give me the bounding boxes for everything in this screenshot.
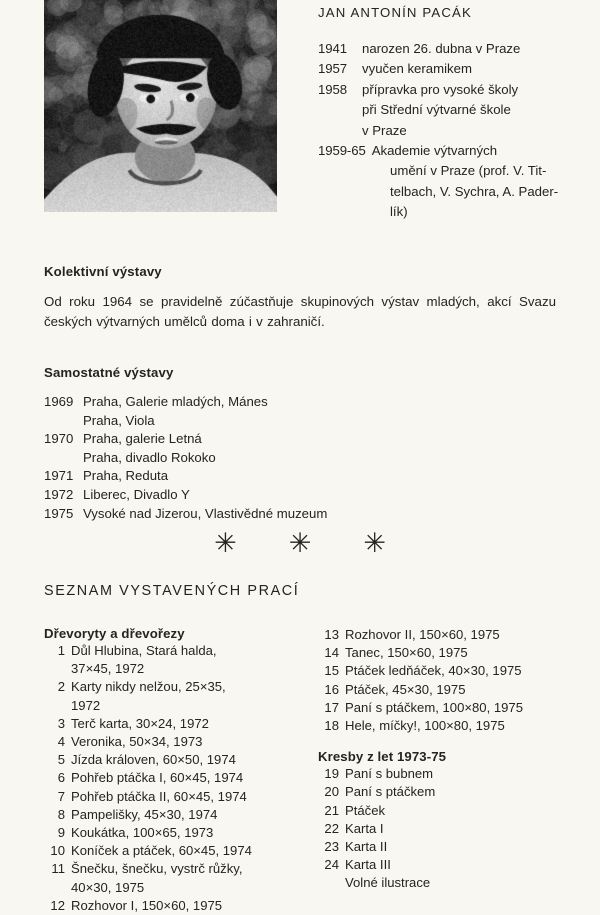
solo-exhibition-year: 1975 xyxy=(44,505,74,521)
work-item-number: 1 xyxy=(57,643,65,658)
solo-exhibition-place: Praha, galerie Letná xyxy=(83,431,202,447)
solo-exhibition-entry xyxy=(44,412,556,431)
work-item xyxy=(44,733,312,751)
biography-list xyxy=(318,39,586,223)
solo-exhibition-place: Praha, Galerie mladých, Mánes xyxy=(83,394,268,409)
collective-exhibitions-section xyxy=(44,264,556,331)
biography-text-continuation: lík) xyxy=(390,204,408,220)
work-item xyxy=(318,626,586,644)
biography-text: přípravka pro vysoké školy xyxy=(362,81,519,97)
work-item-number: 2 xyxy=(57,679,65,695)
work-item-label: Pampelišky, 45×30, 1974 xyxy=(71,806,218,822)
work-item-number: 10 xyxy=(50,843,65,859)
solo-exhibitions-heading: Samostatné výstavy xyxy=(44,365,174,380)
work-item-number: 20 xyxy=(324,784,339,800)
biography-entry xyxy=(318,80,586,100)
work-item xyxy=(44,715,312,733)
work-item xyxy=(44,769,312,787)
work-item-number: 3 xyxy=(57,715,65,731)
work-item-label: Paní s bubnem xyxy=(345,766,434,782)
work-item xyxy=(44,842,312,860)
biography-year: 1959-65 xyxy=(318,143,366,159)
solo-exhibition-year: 1970 xyxy=(44,431,74,447)
work-item xyxy=(44,642,312,660)
work-item xyxy=(318,783,586,801)
work-item-number: 24 xyxy=(324,857,339,873)
woodcuts-list-continued xyxy=(318,626,586,735)
work-item xyxy=(318,765,586,783)
biography-text: vyučen keramikem xyxy=(362,61,472,77)
work-item xyxy=(318,820,586,838)
work-item-number: 14 xyxy=(324,645,339,661)
work-item-label: Pohřeb ptáčka II, 60×45, 1974 xyxy=(71,788,247,804)
work-item-number: 15 xyxy=(324,663,339,679)
biography-text-continuation: telbach, V. Sychra, A. Pader- xyxy=(390,183,559,199)
collective-exhibitions-heading: Kolektivní výstavy xyxy=(44,264,162,279)
woodcuts-list xyxy=(44,642,312,915)
work-item-label: Rozhovor II, 150×60, 1975 xyxy=(345,627,500,642)
work-item xyxy=(318,856,586,874)
work-item-label: Ptáček ledňáček, 40×30, 1975 xyxy=(345,663,522,679)
biography-text: narozen 26. dubna v Praze xyxy=(362,41,521,56)
work-item-label: Tanec, 150×60, 1975 xyxy=(345,645,468,661)
drawings-list xyxy=(318,765,586,874)
work-item xyxy=(44,860,312,878)
solo-exhibition-place: Praha, divadlo Rokoko xyxy=(83,449,216,465)
work-item-label: Hele, míčky!, 100×80, 1975 xyxy=(345,718,505,734)
work-item-number: 6 xyxy=(57,770,65,786)
biography-text-continuation: při Střední výtvarné škole xyxy=(362,102,511,118)
work-item-number: 9 xyxy=(57,825,65,841)
artist-name: JAN ANTONÍN PACÁK xyxy=(318,5,472,20)
work-item-label: Ptáček, 45×30, 1975 xyxy=(345,681,466,697)
asterisk-icon: ✳ xyxy=(288,528,312,558)
work-item-label: Karta II xyxy=(345,839,388,855)
work-item xyxy=(318,802,586,820)
work-item-number: 18 xyxy=(324,718,339,734)
solo-exhibition-year: 1969 xyxy=(44,394,74,409)
biography-year: 1958 xyxy=(318,81,347,97)
solo-exhibition-year xyxy=(44,449,83,468)
solo-exhibition-year xyxy=(44,412,83,431)
work-item-label: Veronika, 50×34, 1973 xyxy=(71,734,203,750)
solo-exhibition-entry xyxy=(44,430,556,449)
work-item-number: 16 xyxy=(324,681,339,697)
biography-year: 1957 xyxy=(318,61,347,77)
solo-exhibition-entry xyxy=(44,505,556,524)
work-item-label: Rozhovor I, 150×60, 1975 xyxy=(71,897,223,913)
artist-portrait-photo xyxy=(44,0,277,212)
work-item-label: Paní s ptáčkem xyxy=(345,784,436,800)
solo-exhibition-entry xyxy=(44,486,556,505)
biography-entry xyxy=(318,59,586,79)
solo-exhibition-year: 1971 xyxy=(44,468,74,484)
column-gap xyxy=(318,735,586,749)
biography-text-continuation: v Praze xyxy=(362,122,407,138)
work-item xyxy=(318,838,586,856)
biography-entry xyxy=(318,39,586,59)
work-item xyxy=(44,806,312,824)
works-column-left xyxy=(44,626,312,915)
work-item xyxy=(44,788,312,806)
biography-entry xyxy=(318,141,586,161)
solo-exhibition-entry xyxy=(44,467,556,486)
work-item-number: 4 xyxy=(57,734,65,750)
work-item-label: Paní s ptáčkem, 100×80, 1975 xyxy=(345,699,523,715)
work-item-label: Terč karta, 30×24, 1972 xyxy=(71,715,209,731)
work-item-label-continuation: 1972 xyxy=(71,697,101,713)
work-item-label: Ptáček xyxy=(345,802,386,818)
work-item-label: Šnečku, šnečku, vystrč růžky, xyxy=(71,861,243,877)
work-item-label: Karta I xyxy=(345,820,384,836)
biography-year: 1941 xyxy=(318,41,347,56)
biography-text-continuation: umění v Praze (prof. V. Tit- xyxy=(390,163,547,179)
work-item-label: Jízda královen, 60×50, 1974 xyxy=(71,752,236,768)
biography-block xyxy=(318,0,586,223)
header-section xyxy=(0,0,600,232)
solo-exhibition-place: Praha, Viola xyxy=(83,412,155,428)
portrait-image xyxy=(44,0,277,212)
works-list-title: SEZNAM VYSTAVENÝCH PRACÍ xyxy=(44,583,300,599)
work-item-number: 21 xyxy=(324,802,339,818)
work-item-number: 7 xyxy=(57,788,65,804)
collective-exhibitions-paragraph: Od roku 1964 se pravidelně zúčastňuje skupinových výstav mladých, akcí Svazu českých výtvarných umělců doma i v zahraničí. xyxy=(44,294,556,329)
works-column-right xyxy=(318,626,586,893)
solo-exhibition-place: Vysoké nad Jizerou, Vlastivědné muzeum xyxy=(83,505,328,521)
work-item xyxy=(318,681,586,699)
work-item xyxy=(44,678,312,696)
work-item-label: Koukátka, 100×65, 1973 xyxy=(71,825,214,841)
work-item xyxy=(318,644,586,662)
work-item-label-continuation: 40×30, 1975 xyxy=(71,879,145,895)
work-item-number: 11 xyxy=(51,861,65,877)
work-item-label: Důl Hlubina, Stará halda, xyxy=(71,643,217,658)
solo-exhibition-year: 1972 xyxy=(44,486,74,502)
solo-exhibitions-section xyxy=(44,365,556,523)
asterisk-divider xyxy=(0,530,600,557)
work-item-number: 22 xyxy=(324,820,339,836)
work-item-label: Karty nikdy nelžou, 25×35, xyxy=(71,679,226,695)
work-item-label: Koníček a ptáček, 60×45, 1974 xyxy=(71,843,252,859)
asterisk-icon: ✳ xyxy=(214,528,237,558)
solo-exhibition-entry xyxy=(44,449,556,468)
work-item-label-continuation: 37×45, 1972 xyxy=(71,661,145,677)
work-item-number: 23 xyxy=(324,839,339,855)
work-item-number: 8 xyxy=(57,806,65,822)
work-item-number: 12 xyxy=(50,897,65,913)
work-item-label: Karta III xyxy=(345,857,391,873)
solo-exhibition-place: Praha, Reduta xyxy=(83,468,169,484)
work-item xyxy=(318,699,586,717)
drawings-heading: Kresby z let 1973-75 xyxy=(318,749,447,765)
work-item-number: 5 xyxy=(57,752,65,768)
free-illustrations-note: Volné ilustrace xyxy=(345,875,431,891)
work-item xyxy=(44,824,312,842)
biography-text: Akademie výtvarných xyxy=(371,143,498,159)
work-item-label: Pohřeb ptáčka I, 60×45, 1974 xyxy=(71,770,244,786)
work-item-number: 17 xyxy=(324,699,339,715)
work-item-number: 13 xyxy=(324,627,339,642)
work-item xyxy=(318,662,586,680)
work-item xyxy=(44,751,312,769)
solo-exhibitions-list xyxy=(44,393,556,523)
work-item xyxy=(318,717,586,735)
solo-exhibition-place: Liberec, Divadlo Y xyxy=(83,486,190,502)
asterisk-icon: ✳ xyxy=(363,528,386,558)
work-item-number: 19 xyxy=(324,766,339,782)
solo-exhibition-entry xyxy=(44,393,556,412)
woodcuts-heading: Dřevoryty a dřevořezy xyxy=(44,626,185,641)
